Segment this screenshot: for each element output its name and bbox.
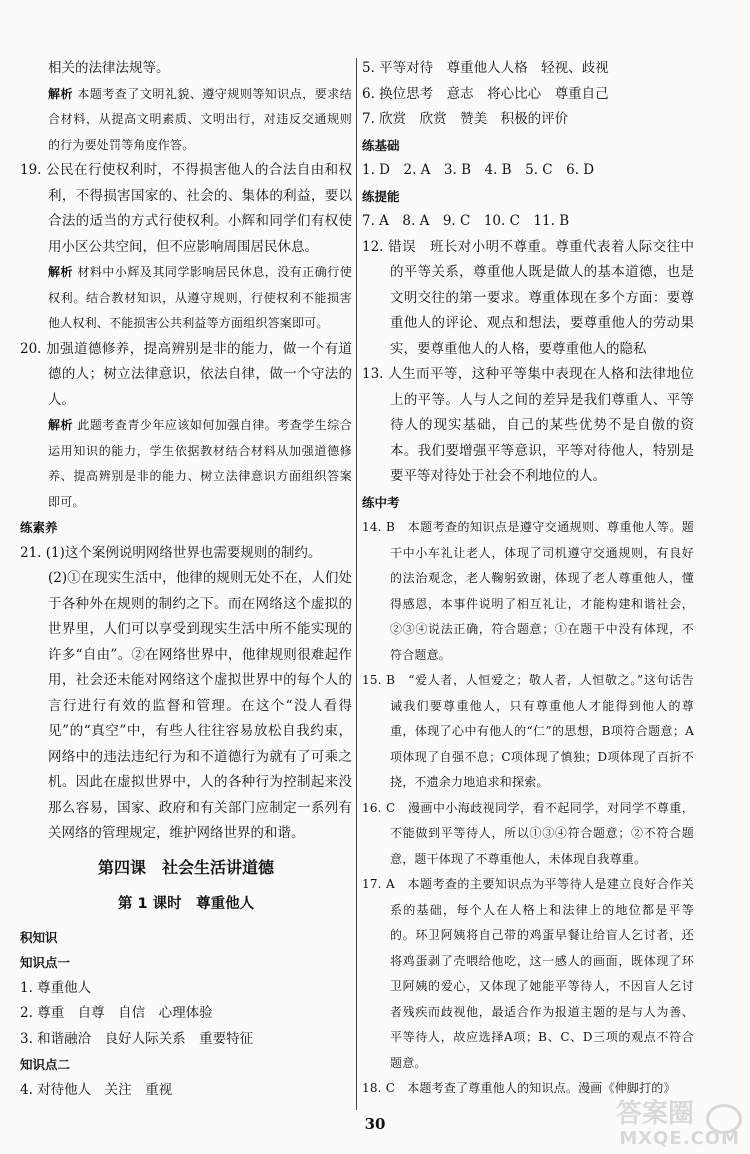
period-title: 第 1 课时 尊重他人 — [117, 895, 255, 912]
left-column — [20, 56, 352, 1103]
answer-21-part2: (2)①在现实生活中，他律的规则无处不在，人们处于各种外在规则的制约之下。而在网络这个虚拟的世界里，人们可以享受到现实生活中所不能实现的许多“自由”。②在网络世界中，他律规则很难起作用，社会还未能对网络这个虚拟世界中的每个人的言行进行有效的监督和管理。在这个“没人看得见”的“真空”中，有些人往往容易放松自我约束，网络中的违法违纪行为和不道德行为就有了可乘之机。因此在虚拟世界中，人的各种行为控制起来没那么容易，国家、政府和有关部门应制定一系列有关网络的管理规定，维护网络世界的和谐。 — [48, 570, 352, 841]
knowledge-item-3: 3. 和谐融洽 良好人际关系 重要特征 — [20, 1030, 254, 1047]
watermark-url: MXQE.COM — [619, 1128, 740, 1149]
analysis-label: 解析 — [48, 86, 73, 101]
knowledge-item-4: 4. 对待他人 关注 重视 — [20, 1081, 173, 1098]
answer-14: 14. B 本题考查的知识点是遵守交通规则、尊重他人等。题干中小车礼让老人，体现了司机遵守交通规则，有良好的法治观念，老人鞠躬致谢，体现了老人尊重他人，懂得感恩，本事件说明了相互礼让，才能构建和谐社会，②③④说法正确，符合题意；①在题干中没有体现，不符合题意。 — [362, 520, 694, 662]
section-heading-zhongkao: 练中考 — [362, 494, 400, 510]
answer-21-part1: 21. (1)这个案例说明网络世界也需要规则的制约。 — [20, 544, 322, 561]
knowledge-point-2-heading: 知识点二 — [20, 1057, 71, 1072]
knowledge-point-1-heading: 知识点一 — [20, 955, 71, 970]
knowledge-item-5: 5. 平等对待 尊重他人人格 轻视、歧视 — [362, 60, 609, 76]
answer-18: 18. C 本题考查了尊重他人的知识点。漫画《伸脚打的》 — [362, 1081, 676, 1095]
analysis-label: 解析 — [48, 265, 73, 279]
answer-20: 20. 加强道德修养，提高辨别是非的能力，做一个有道德的人；树立法律意识，依法自律，做一个守法的人。 — [20, 340, 352, 408]
answer-17: 17. A 本题考查的主要知识点为平等待人是建立良好合作关系的基础，每个人在人格上和法律上的地位都是平等的。环卫阿姨将自己带的鸡蛋早餐让给盲人乞讨者，还将鸡蛋剥了壳喂给他吃，这一感人的画面，既体现了环卫阿姨的爱心，又体现了她能平等待人，不因盲人乞讨者残疾而歧视他，最适合作为报道主题的是与人为善、平等待人，故应选择A项；B、C、D三项的观点不符合题意。 — [362, 877, 694, 1070]
section-heading-tineng: 练提能 — [362, 188, 400, 204]
q20-analysis: 解析 此题考查青少年应该如何加强自律。考查学生综合运用知识的能力，学生依据教材结合材料从加强道德修养、提高辨别是非的能力、树立法律意识方面组织答案即可。 — [48, 418, 353, 509]
basic-answers: 1. D 2. A 3. B 4. B 5. C 6. D — [362, 162, 595, 178]
watermark — [596, 1099, 746, 1149]
analysis-label: 解析 — [48, 418, 73, 432]
answer-19: 19. 公民在行使权利时，不得损害他人的合法自由和权利，不得损害国家的、社会的、集体的利益，要以合法的适当的方式行使权利。小辉和同学们有权使用小区公共空间，但不应影响周围居民休息。 — [20, 162, 352, 255]
knowledge-item-7: 7. 欣赏 欣赏 赞美 积极的评价 — [362, 111, 569, 127]
answer-12: 12. 错误 班长对小明不尊重。尊重代表着人际交往中的平等关系，尊重他人既是做人的基本道德，也是文明交往的第一要求。尊重体现在多个方面：要尊重他人的评论、观点和想法，要尊重他人的劳动果实，要尊重他人的人格，要尊重他人的隐私 — [362, 238, 694, 357]
knowledge-item-2: 2. 尊重 自尊 自信 心理体验 — [20, 1005, 213, 1021]
answer-16: 16. C 漫画中小海歧视同学，看不起同学，对同学不尊重，不能做到平等待人，所以①③④符合题意；②不符合题意，题干体现了不尊重他人，未体现自我尊重。 — [362, 800, 694, 866]
answer-13: 13. 人生而平等，这种平等集中表现在人格和法律地位上的平等。人与人之间的差异是我们尊重人、平等待人的现实基础，自己的某些优势不是自傲的资本。我们要增强平等意识，平等对待他人，特别是要平等对待处于社会不利地位的人。 — [362, 366, 694, 484]
section-heading-jichu: 练基础 — [362, 137, 400, 153]
knowledge-item-6: 6. 换位思考 意志 将心比心 尊重自己 — [362, 85, 609, 102]
column-divider — [356, 58, 357, 1110]
watermark-text: 答案圈 — [615, 1099, 694, 1129]
page-number: 30 — [364, 1115, 386, 1133]
q19-analysis: 解析 材料中小辉及其同学影响居民休息，没有正确行使权利。结合教材知识，从遵守规则，行使权利不能损害他人权利、不能损害公共利益等方面组织答案即可。 — [48, 265, 353, 330]
section-heading-zhishi: 积知识 — [20, 929, 58, 945]
knowledge-item-1: 1. 尊重他人 — [20, 979, 92, 996]
q18-continuation: 相关的法律法规等。 — [48, 60, 170, 76]
q18-analysis: 解析 本题考查了文明礼貌、遵守规则等知识点，要求结合材料，从提高文明素质、文明出行，对违反交通规则的行为要处罚等角度作答。 — [48, 86, 353, 152]
right-column — [362, 56, 694, 1102]
answer-15: 15. B “爱人者，人恒爱之；敬人者，人恒敬之。”这句话告诫我们要尊重他人，只有尊重他人才能得到他人的尊重，体现了心中有他人的“仁”的思想，B项符合题意；A项体现了自强不息；C项体现了慎独；D项体现了百折不挠，不遗余力地追求和探索。 — [362, 673, 694, 789]
section-heading-suyang: 练素养 — [20, 520, 58, 535]
lesson-title: 第四课 社会生活讲道德 — [97, 857, 274, 877]
improve-answers: 7. A 8. A 9. C 10. C 11. B — [362, 213, 570, 229]
